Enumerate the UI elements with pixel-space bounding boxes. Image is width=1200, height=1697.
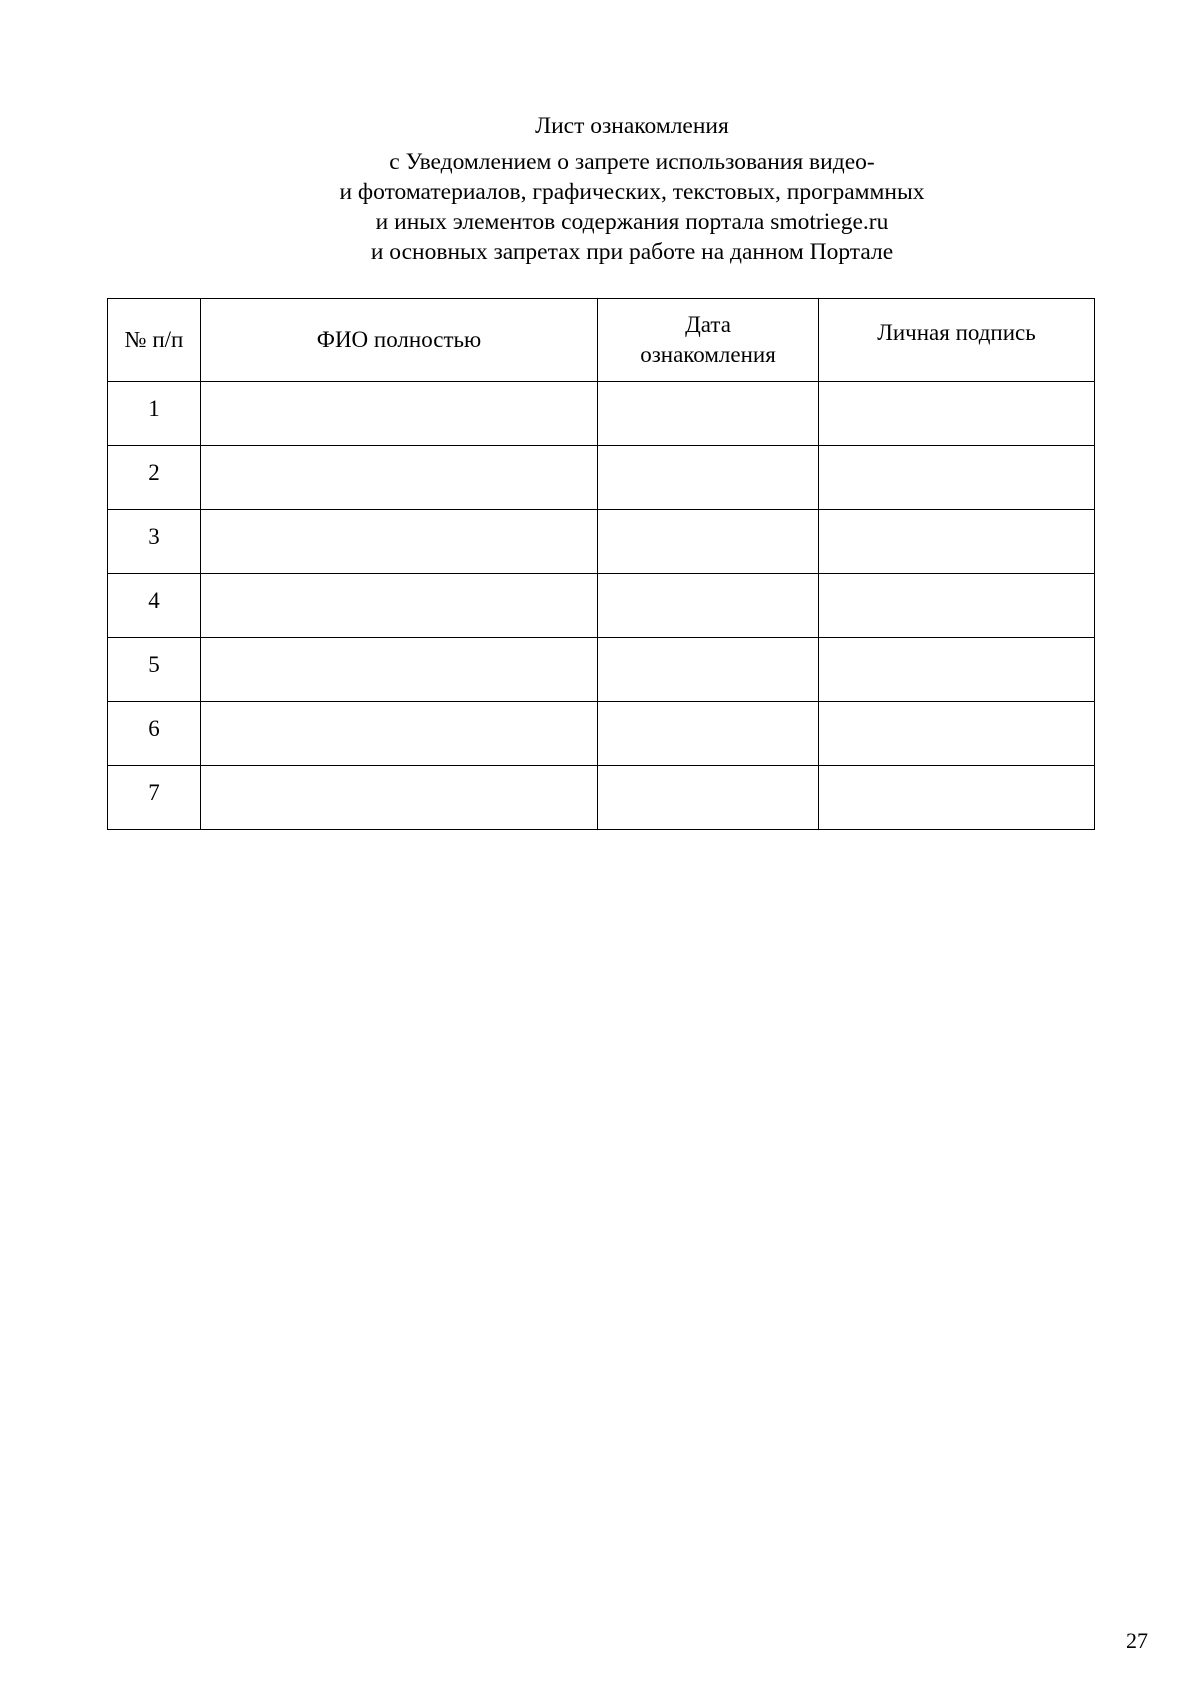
header-date-line-2: ознакомления — [640, 342, 776, 367]
document-subtitle-line-3: и иных элементов содержания портала smotriege.ru — [375, 209, 889, 235]
full-name-cell — [201, 766, 598, 830]
table-row — [108, 702, 1095, 766]
header-date — [598, 299, 819, 382]
row-number-cell: 2 — [108, 446, 201, 510]
row-number-cell: 6 — [108, 702, 201, 766]
date-cell — [598, 574, 819, 638]
row-number-cell: 4 — [108, 574, 201, 638]
header-number: № п/п — [108, 299, 201, 382]
date-cell — [598, 510, 819, 574]
date-cell — [598, 638, 819, 702]
table-row — [108, 510, 1095, 574]
row-number-cell: 3 — [108, 510, 201, 574]
signature-cell — [819, 766, 1095, 830]
date-cell — [598, 702, 819, 766]
signature-cell — [819, 510, 1095, 574]
table-header-row — [108, 299, 1095, 382]
document-title-block — [0, 111, 1200, 267]
header-full-name: ФИО полностью — [201, 299, 598, 382]
document-subtitle-line-4: и основных запретах при работе на данном Портале — [370, 239, 894, 265]
date-cell — [598, 446, 819, 510]
document-title: Лист ознакомления — [535, 113, 729, 139]
document-subtitle-line-1: с Уведомлением о запрете использования видео- — [389, 149, 875, 175]
full-name-cell — [201, 446, 598, 510]
header-date-line-1: Дата — [685, 312, 731, 337]
date-cell — [598, 382, 819, 446]
acknowledgement-table — [107, 298, 1095, 830]
document-subtitle-line-2: и фотоматериалов, графических, текстовых, программных — [339, 179, 925, 205]
date-cell — [598, 766, 819, 830]
table-row — [108, 382, 1095, 446]
full-name-cell — [201, 574, 598, 638]
row-number-cell: 7 — [108, 766, 201, 830]
full-name-cell — [201, 382, 598, 446]
header-signature-label: Личная подпись — [877, 320, 1036, 345]
full-name-cell — [201, 638, 598, 702]
row-number-cell: 1 — [108, 382, 201, 446]
table-row — [108, 766, 1095, 830]
row-number-cell: 5 — [108, 638, 201, 702]
signature-cell — [819, 382, 1095, 446]
signature-cell — [819, 574, 1095, 638]
full-name-cell — [201, 702, 598, 766]
page-number: 27 — [1126, 1628, 1148, 1653]
full-name-cell — [201, 510, 598, 574]
signature-cell — [819, 702, 1095, 766]
table-row — [108, 446, 1095, 510]
header-signature — [819, 299, 1095, 382]
table-row — [108, 638, 1095, 702]
signature-cell — [819, 446, 1095, 510]
table-row — [108, 574, 1095, 638]
signature-cell — [819, 638, 1095, 702]
